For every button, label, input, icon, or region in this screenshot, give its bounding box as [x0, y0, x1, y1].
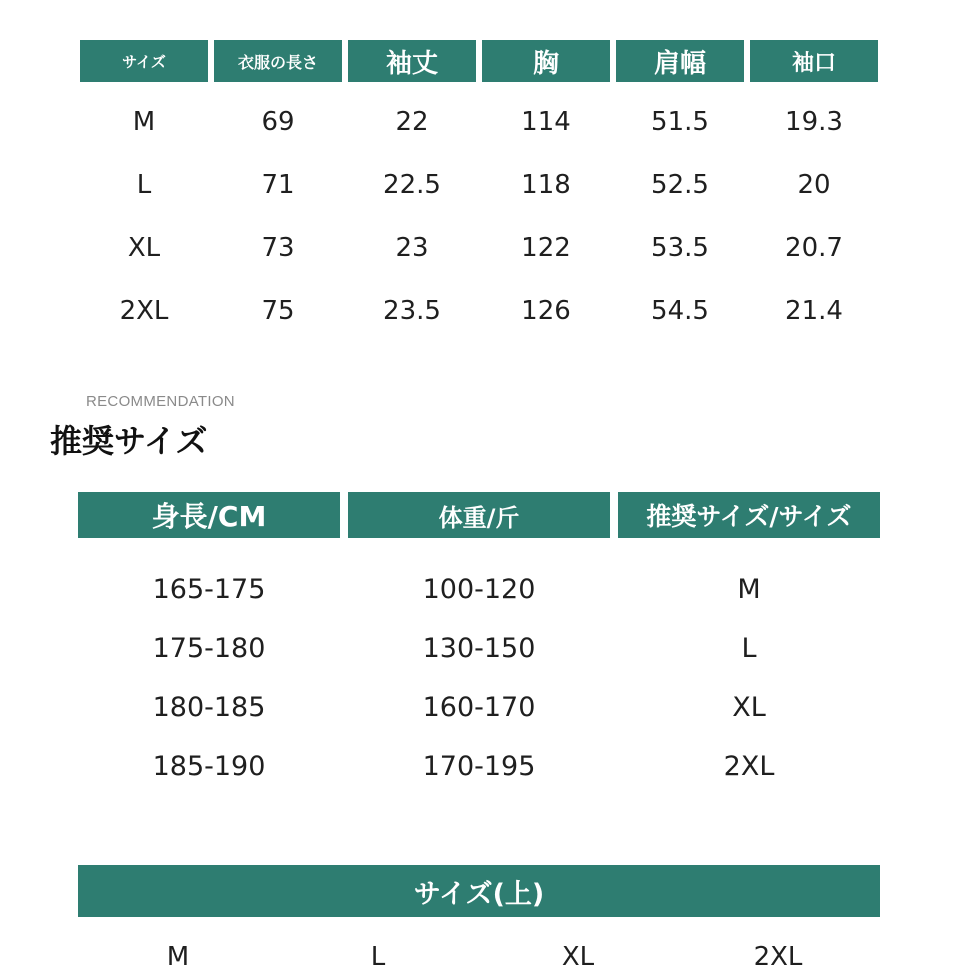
header-size: サイズ [80, 40, 208, 82]
table-cell: 185-190 [152, 751, 266, 782]
table-row [78, 560, 880, 619]
table-cell: 20.7 [785, 232, 843, 263]
table-row [78, 737, 880, 796]
section-banner: サイズ(上) [78, 865, 880, 917]
size-label: XL [561, 942, 595, 972]
table-cell: 73 [261, 232, 295, 263]
table-cell: 122 [521, 232, 571, 263]
table-cell: 130-150 [422, 633, 536, 664]
table-cell: 21.4 [785, 295, 843, 326]
header-sleeve: 袖丈 [348, 40, 476, 82]
table-cell: 160-170 [422, 692, 536, 723]
section-eyebrow: RECOMMENDATION [86, 393, 235, 410]
table-cell: 100-120 [422, 574, 536, 605]
table-row [80, 153, 880, 216]
table-cell: 175-180 [152, 633, 266, 664]
header-chest: 胸 [482, 40, 610, 82]
recommendation-body [78, 560, 880, 796]
table-cell: 52.5 [651, 169, 709, 200]
table-cell: 2XL [723, 751, 775, 782]
table-row [78, 678, 880, 737]
table-cell: 53.5 [651, 232, 709, 263]
table-cell: XL [732, 692, 766, 723]
table-cell: 54.5 [651, 295, 709, 326]
table-cell: 20 [797, 169, 831, 200]
header-weight: 体重/斤 [348, 492, 610, 538]
table-cell: 22 [395, 106, 429, 137]
header-shoulder: 肩幅 [616, 40, 744, 82]
table-row [78, 619, 880, 678]
header-recommended-size: 推奨サイズ/サイズ [618, 492, 880, 538]
table-cell: 23 [395, 232, 429, 263]
table-cell: M [737, 574, 761, 605]
table-cell: 180-185 [152, 692, 266, 723]
section-title: 推奨サイズ [50, 422, 208, 460]
table-cell: 19.3 [785, 106, 843, 137]
size-chart-body [80, 90, 880, 342]
size-label-row [78, 942, 880, 972]
table-cell: M [132, 106, 156, 137]
size-chart-header [80, 40, 880, 82]
table-cell: 118 [521, 169, 571, 200]
recommendation-header [78, 492, 880, 538]
table-cell: L [136, 169, 152, 200]
table-row [80, 90, 880, 153]
table-row [80, 279, 880, 342]
table-row [80, 216, 880, 279]
size-label: 2XL [753, 942, 803, 972]
header-cuff: 袖口 [750, 40, 878, 82]
table-cell: 51.5 [651, 106, 709, 137]
table-cell: 114 [521, 106, 571, 137]
header-height: 身長/CM [78, 492, 340, 538]
size-label: M [166, 942, 190, 972]
table-cell: 23.5 [383, 295, 441, 326]
table-cell: 22.5 [383, 169, 441, 200]
header-length: 衣服の長さ [214, 40, 342, 82]
table-cell: 69 [261, 106, 295, 137]
table-cell: 126 [521, 295, 571, 326]
table-cell: 75 [261, 295, 295, 326]
table-cell: 71 [261, 169, 295, 200]
table-cell: XL [127, 232, 161, 263]
table-cell: 165-175 [152, 574, 266, 605]
table-cell: 170-195 [422, 751, 536, 782]
table-cell: 2XL [119, 295, 169, 326]
size-label: L [370, 942, 386, 972]
table-cell: L [741, 633, 757, 664]
